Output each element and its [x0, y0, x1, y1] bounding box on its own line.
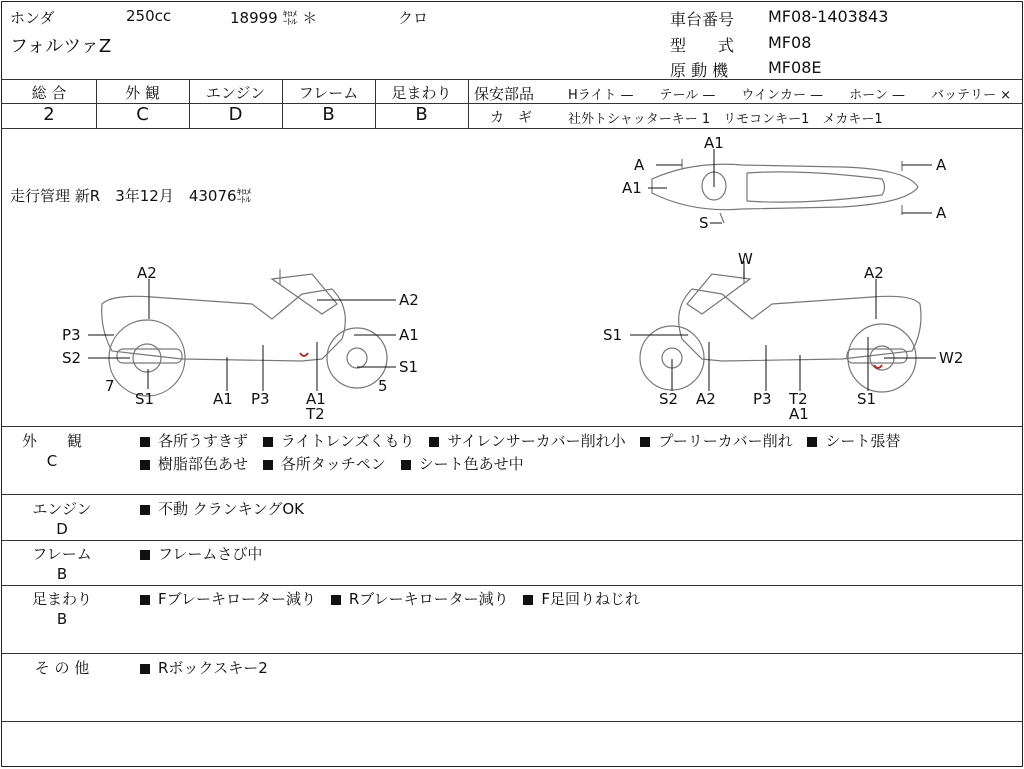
bullet-icon [140, 437, 150, 447]
diagram-label: S1 [603, 326, 623, 344]
remark-list-exterior-2 [140, 453, 534, 474]
divider [2, 79, 1022, 80]
engine-label: 原 動 機 [670, 61, 729, 80]
diagram-label: A2 [864, 264, 884, 282]
diagram-label: A [936, 156, 947, 174]
key-label: カ ギ [490, 110, 532, 126]
remark-label-exterior: 外 観 [22, 432, 83, 450]
diagram-label: W [738, 250, 753, 268]
score-overall: 2 [43, 104, 55, 125]
remark-item: 樹脂部色あせ [158, 455, 249, 473]
score-header-exterior: 外 観 [125, 84, 160, 102]
remark-grade-exterior: C [46, 452, 58, 470]
bullet-icon [331, 595, 341, 605]
divider [2, 540, 1022, 541]
score-header-frame: フレーム [298, 84, 359, 102]
diagram-label: A [634, 156, 645, 174]
remark-item: Rボックスキー2 [158, 659, 268, 677]
bullet-icon [523, 595, 533, 605]
diagram-label: 7 [105, 377, 115, 395]
displacement: 250cc [126, 7, 172, 25]
mileage: 18999 ㌖ ＊ [230, 9, 318, 27]
diagram-label: S1 [135, 390, 155, 408]
bullet-icon [429, 437, 439, 447]
remark-list-suspension [140, 588, 650, 609]
diagram-label: A1 [306, 390, 326, 408]
color: クロ [398, 9, 429, 27]
bullet-icon [263, 460, 273, 470]
divider [2, 653, 1022, 654]
diagram-label: A1 [213, 390, 233, 408]
diagram-label: S [699, 214, 709, 232]
travel-record: 走行管理 新R 3年12月 43076㌖ [10, 187, 252, 205]
diagram-label: A1 [704, 134, 724, 152]
remark-item: Rブレーキローター減り [348, 590, 509, 608]
diagram-label: P3 [753, 390, 772, 408]
left-side-scooter [102, 269, 387, 396]
remark-item: Fブレーキローター減り [158, 590, 317, 608]
bullet-icon [140, 664, 150, 674]
diagram-label: P3 [62, 326, 81, 344]
maker: ホンダ [10, 9, 55, 27]
score-engine: D [228, 104, 243, 125]
model-name: フォルツァZ [10, 36, 112, 57]
diagram-label: S1 [399, 358, 419, 376]
remark-item: サイレンサーカバー削れ小 [447, 432, 626, 450]
frame-number: MF08-1403843 [768, 7, 889, 26]
remark-grade-suspension: B [56, 610, 68, 628]
remark-item: 各所タッチペン [280, 455, 386, 473]
remark-label-engine: エンジン [32, 500, 92, 518]
diagram-label: A1 [622, 179, 642, 197]
score-exterior: C [136, 104, 149, 125]
bullet-icon [140, 505, 150, 515]
diagram-label: A2 [696, 390, 716, 408]
divider [2, 721, 1022, 722]
frame-label: 車台番号 [670, 10, 735, 29]
safety-label: 保安部品 [474, 85, 535, 103]
remark-item: 不動 クランキングOK [158, 500, 304, 518]
bullet-icon [640, 437, 650, 447]
divider [468, 79, 469, 128]
remark-label-other: そ の 他 [34, 659, 90, 677]
diagram-label: A [936, 204, 947, 222]
diagram-label: W2 [939, 349, 964, 367]
remark-label-frame: フレーム [32, 545, 92, 563]
engine-value: MF08E [768, 58, 822, 77]
safety-items: Hライト — テール — ウインカー — ホーン — バッテリー × [568, 88, 1012, 103]
remark-list-other [140, 657, 278, 678]
remark-list-exterior [140, 430, 910, 451]
damage-diagram [2, 129, 1022, 425]
score-suspension: B [415, 104, 428, 125]
remark-item: シート色あせ中 [418, 455, 524, 473]
diagram-label: A1 [789, 405, 809, 423]
diagram-label: 5 [378, 377, 388, 395]
divider [2, 426, 1022, 427]
bullet-icon [807, 437, 817, 447]
diagram-label: A2 [137, 264, 157, 282]
remark-item: F足回りねじれ [541, 590, 641, 608]
bullet-icon [140, 460, 150, 470]
diagram-label: A1 [399, 326, 419, 344]
remark-list-engine [140, 498, 314, 519]
score-header-suspension: 足まわり [391, 84, 452, 102]
diagram-label: A2 [399, 291, 419, 309]
remark-grade-frame: B [56, 565, 68, 583]
diagram-label: S2 [659, 390, 679, 408]
remark-list-frame [140, 543, 272, 564]
remark-item: シート張替 [825, 432, 901, 450]
divider [2, 585, 1022, 586]
diagram-label: T2 [789, 390, 808, 408]
diagram-label: S1 [857, 390, 877, 408]
score-header-engine: エンジン [205, 84, 266, 102]
type-label: 型 式 [670, 36, 735, 55]
bullet-icon [263, 437, 273, 447]
diagram-label: S2 [62, 349, 82, 367]
right-side-scooter [640, 269, 921, 392]
bullet-icon [140, 550, 150, 560]
diagram-label: T2 [306, 405, 325, 423]
remark-label-suspension: 足まわり [31, 590, 92, 608]
remark-item: 各所うすきず [158, 432, 249, 450]
remark-item: フレームさび中 [158, 545, 263, 563]
bullet-icon [140, 595, 150, 605]
divider [2, 494, 1022, 495]
top-view-scooter [652, 159, 918, 223]
score-header-overall: 総 合 [31, 84, 67, 102]
remark-item: プーリーカバー削れ [658, 432, 793, 450]
remark-item: ライトレンズくもり [280, 432, 415, 450]
bullet-icon [401, 460, 411, 470]
key-value: 社外トシャッターキー 1 リモコンキー1 メカキー1 [568, 112, 883, 127]
inspection-sheet [1, 1, 1023, 767]
divider [468, 103, 1022, 104]
type-value: MF08 [768, 33, 812, 52]
remark-grade-engine: D [56, 520, 68, 538]
score-frame: B [322, 104, 335, 125]
diagram-label: P3 [251, 390, 270, 408]
